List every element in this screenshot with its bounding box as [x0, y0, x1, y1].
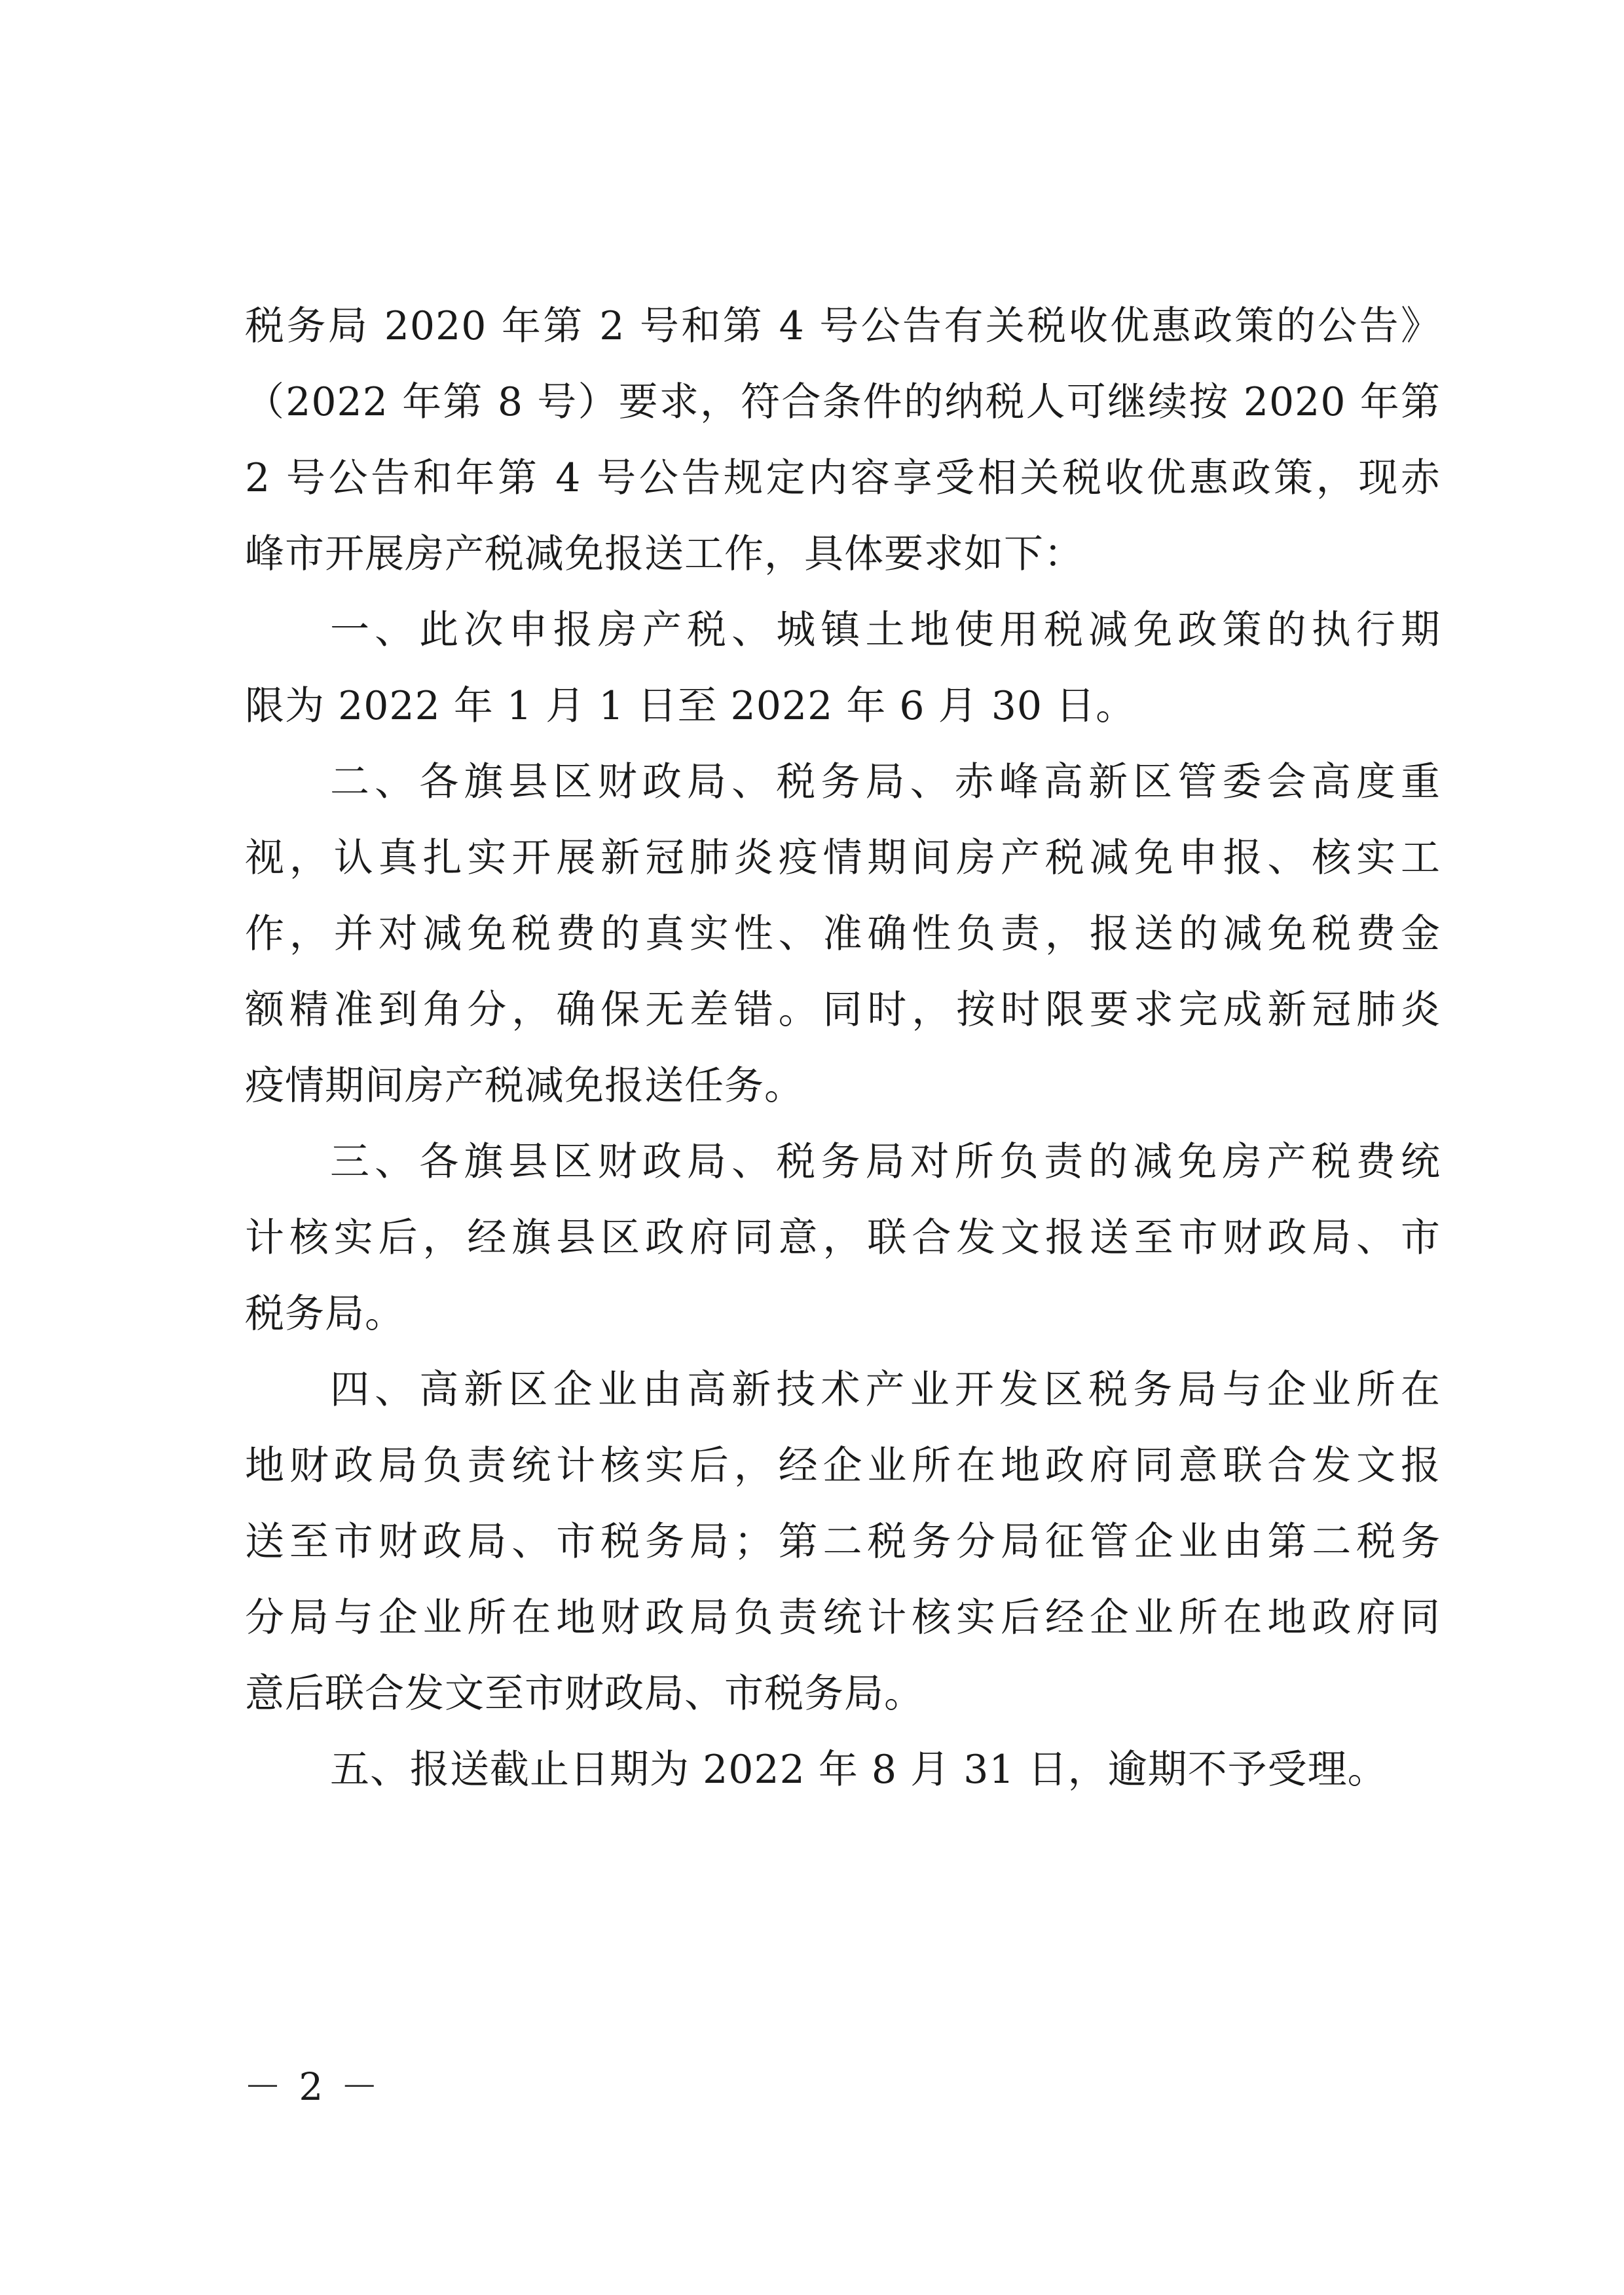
- item-4-line-3: 送至市财政局、市税务局；第二税务分局征管企业由第二税务: [245, 1519, 1441, 1565]
- item-2-line-2: 视，认真扎实开展新冠肺炎疫情期间房产税减免申报、核实工: [245, 835, 1441, 881]
- item-4-line-2: 地财政局负责统计核实后，经企业所在地政府同意联合发文报: [245, 1443, 1441, 1489]
- item-2-line-5: 疫情期间房产税减免报送任务。: [245, 1063, 804, 1109]
- item-1-line-2: 限为 2022 年 1 月 1 日至 2022 年 6 月 30 日。: [245, 683, 1136, 729]
- item-3-line-3: 税务局。: [245, 1291, 405, 1337]
- item-3-line-1: 三、各旗县区财政局、税务局对所负责的减免房产税费统: [330, 1139, 1441, 1185]
- text-line-1: 税务局 2020 年第 2 号和第 4 号公告有关税收优惠政策的公告》: [245, 303, 1441, 349]
- item-2-line-3: 作，并对减免税费的真实性、准确性负责，报送的减免税费金: [245, 911, 1441, 957]
- item-1-line-1: 一、此次申报房产税、城镇土地使用税减免政策的执行期: [330, 607, 1441, 653]
- text-line-2: （2022 年第 8 号）要求，符合条件的纳税人可继续按 2020 年第: [245, 379, 1441, 425]
- item-5-line-1: 五、报送截止日期为 2022 年 8 月 31 日，逾期不予受理。: [330, 1747, 1388, 1793]
- text-line-3: 2 号公告和年第 4 号公告规定内容享受相关税收优惠政策，现赤: [245, 455, 1441, 501]
- item-2-line-1: 二、各旗县区财政局、税务局、赤峰高新区管委会高度重: [330, 759, 1441, 805]
- body-text: [245, 288, 1441, 1808]
- item-3-line-2: 计核实后，经旗县区政府同意，联合发文报送至市财政局、市: [245, 1215, 1441, 1261]
- text-line-4: 峰市开展房产税减免报送工作，具体要求如下：: [245, 531, 1084, 577]
- item-4-line-1: 四、高新区企业由高新技术产业开发区税务局与企业所在: [330, 1367, 1441, 1413]
- item-4-line-4: 分局与企业所在地财政局负责统计核实后经企业所在地政府同: [245, 1595, 1441, 1641]
- item-4-line-5: 意后联合发文至市财政局、市税务局。: [245, 1671, 924, 1717]
- item-2-line-4: 额精准到角分，确保无差错。同时，按时限要求完成新冠肺炎: [245, 987, 1441, 1033]
- page-number: － 2 －: [244, 2064, 381, 2109]
